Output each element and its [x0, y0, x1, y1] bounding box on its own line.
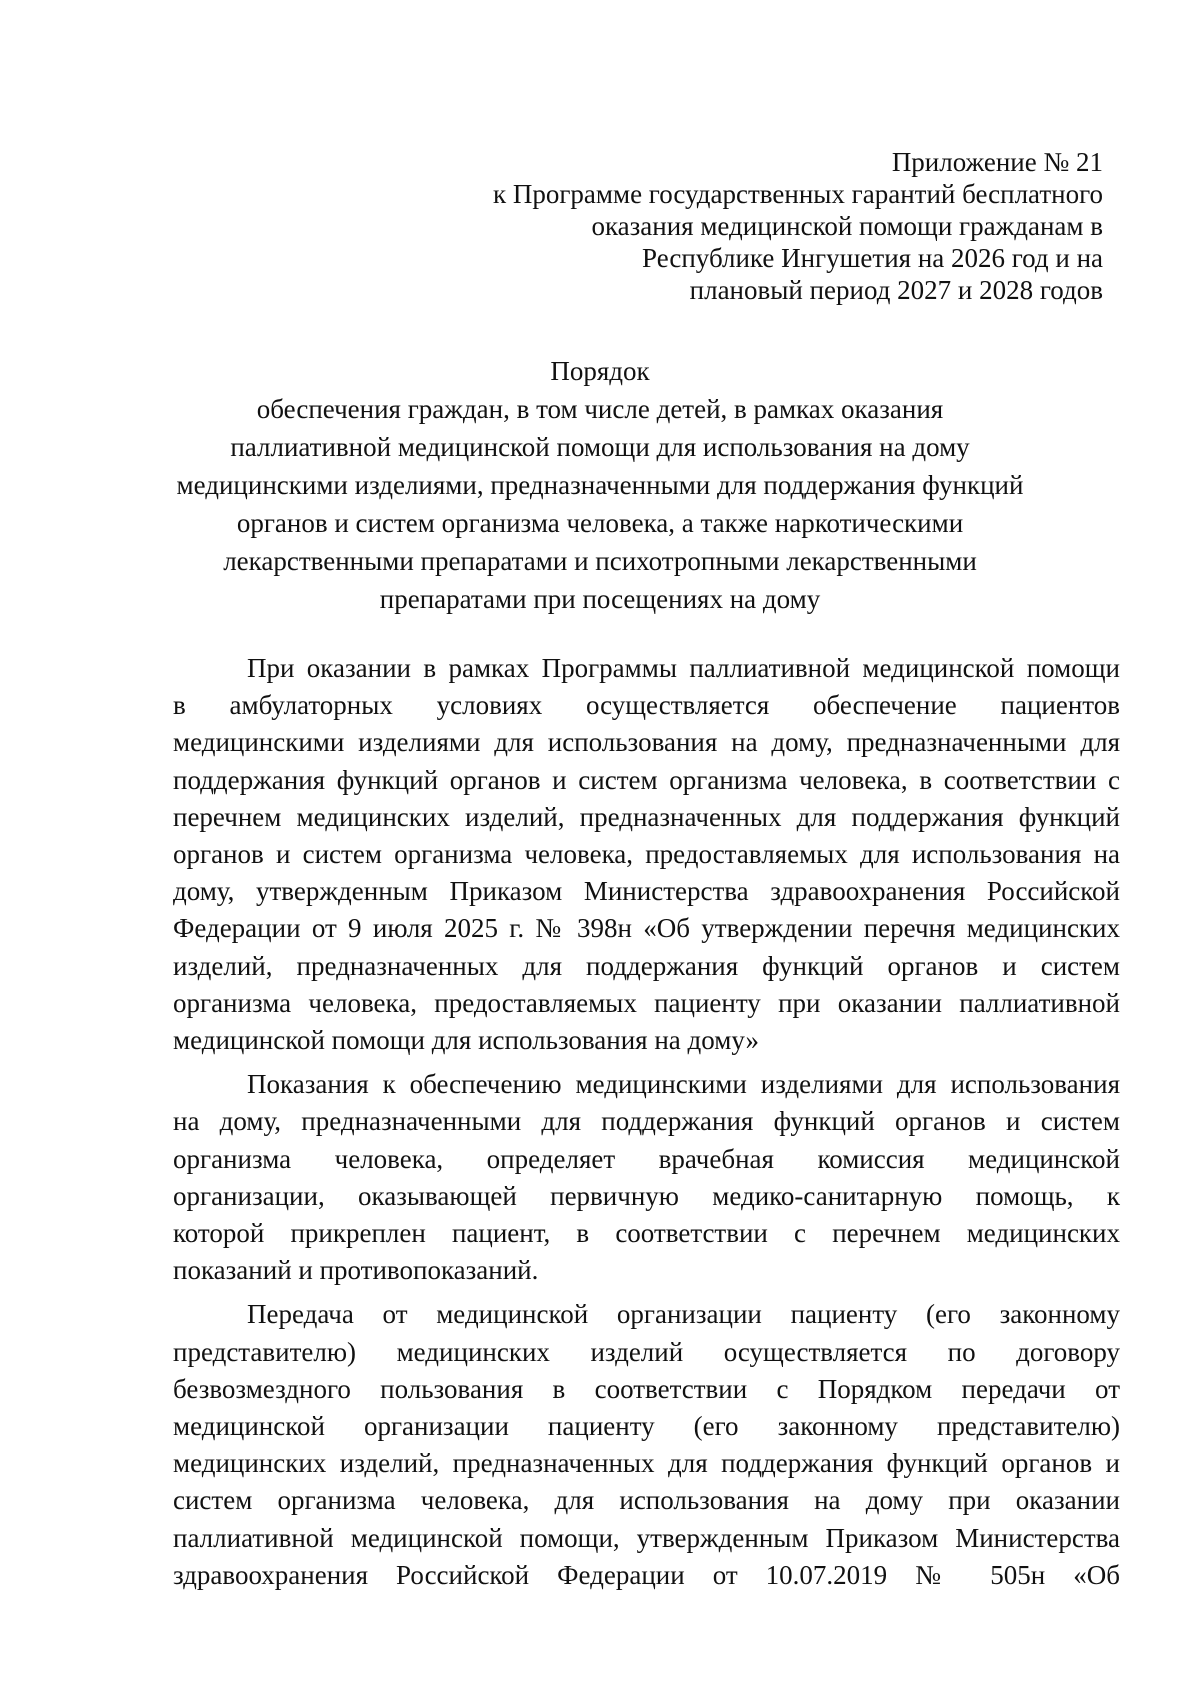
body-line: систем организма человека, для использования на дому при оказании — [173, 1485, 1120, 1516]
document-title — [150, 352, 1050, 618]
body-line: здравоохранения Российской Федерации от 10.07.2019 № 505н «Об — [173, 1559, 1120, 1590]
body-line: которой прикреплен пациент, в соответствии с перечнем медицинских — [173, 1218, 1120, 1249]
body-line: поддержания функций органов и систем организма человека, в соответствии с — [173, 764, 1120, 795]
body-line: изделий, предназначенных для поддержания функций органов и систем — [173, 950, 1120, 981]
title-heading: Порядок — [550, 356, 650, 386]
body-paragraph — [173, 1066, 1120, 1289]
body-line: дому, утвержденным Приказом Министерства здравоохранения Российской — [173, 876, 1120, 907]
title-line: медицинскими изделиями, предназначенными для поддержания функций — [176, 470, 1024, 500]
annex-line: оказания медицинской помощи гражданам в — [591, 211, 1103, 241]
body-line: медицинскими изделиями для использования на дому, предназначенными для — [173, 727, 1120, 758]
body-line: безвозмездного пользования в соответствии с Порядком передачи от — [173, 1373, 1120, 1404]
annex-header — [383, 146, 1103, 306]
title-line: лекарственными препаратами и психотропными лекарственными — [223, 546, 977, 576]
body-line: Передача от медицинской организации пациенту (его законному — [247, 1299, 1120, 1330]
annex-line: Республике Ингушетия на 2026 год и на — [642, 243, 1103, 273]
annex-line: плановый период 2027 и 2028 годов — [689, 275, 1103, 305]
title-line: паллиативной медицинской помощи для использования на дому — [230, 432, 970, 462]
annex-line: к Программе государственных гарантий бесплатного — [492, 179, 1103, 209]
title-line: органов и систем организма человека, а также наркотическими — [236, 508, 964, 538]
body-line: на дому, предназначенными для поддержания функций органов и систем — [173, 1106, 1120, 1137]
body-text — [173, 650, 1120, 1601]
body-paragraph — [173, 1296, 1120, 1594]
body-line: медицинской помощи для использования на дому» — [173, 1025, 759, 1056]
body-line: медицинских изделий, предназначенных для поддержания функций органов и — [173, 1448, 1120, 1479]
body-line: органов и систем организма человека, предоставляемых для использования на — [173, 839, 1120, 870]
body-line: Федерации от 9 июля 2025 г. № 398н «Об утверждении перечня медицинских — [173, 913, 1120, 944]
body-line: организма человека, предоставляемых пациенту при оказании паллиативной — [173, 987, 1120, 1018]
body-line: организации, оказывающей первичную медико-санитарную помощь, к — [173, 1180, 1120, 1211]
body-line: медицинской организации пациенту (его законному представителю) — [173, 1411, 1120, 1442]
title-line: препаратами при посещениях на дому — [379, 584, 821, 614]
body-line: Показания к обеспечению медицинскими изделиями для использования — [247, 1069, 1120, 1100]
body-line: в амбулаторных условиях осуществляется обеспечение пациентов — [173, 690, 1120, 721]
body-line: представителю) медицинских изделий осуществляется по договору — [173, 1336, 1120, 1367]
body-paragraph — [173, 650, 1120, 1059]
body-line: перечнем медицинских изделий, предназначенных для поддержания функций — [173, 801, 1120, 832]
body-line: организма человека, определяет врачебная комиссия медицинской — [173, 1143, 1120, 1174]
body-line: При оказании в рамках Программы паллиативной медицинской помощи — [247, 653, 1120, 683]
body-line: показаний и противопоказаний. — [173, 1255, 539, 1286]
annex-line: Приложение № 21 — [891, 147, 1103, 177]
title-line: обеспечения граждан, в том числе детей, в рамках оказания — [256, 394, 944, 424]
body-line: паллиативной медицинской помощи, утвержденным Приказом Министерства — [173, 1522, 1120, 1553]
